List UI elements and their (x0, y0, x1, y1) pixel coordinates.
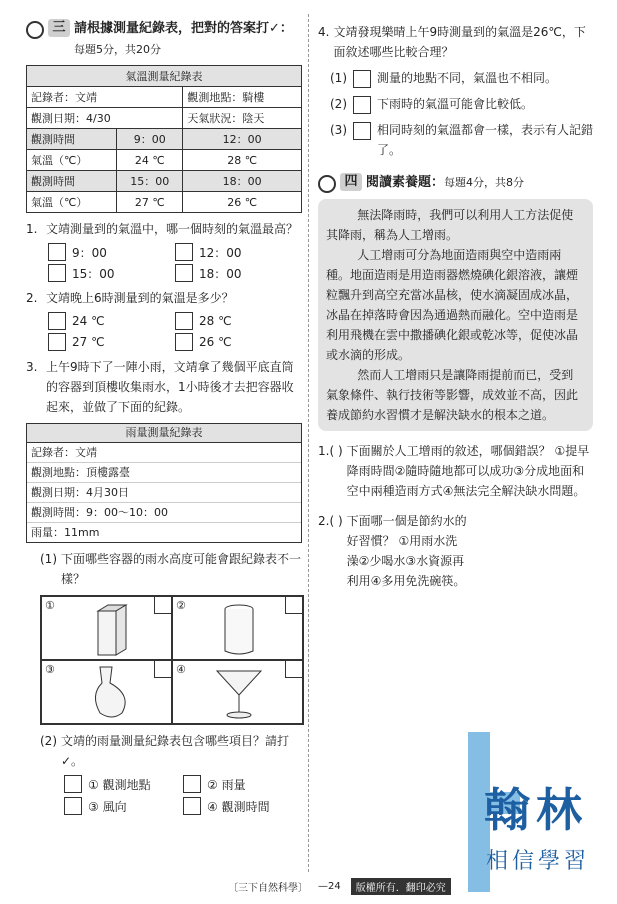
question-1-options (48, 243, 302, 282)
checkbox[interactable] (48, 333, 66, 351)
cell: 24 ℃ (117, 150, 183, 171)
container-option[interactable]: ④ (172, 660, 303, 724)
section-score: 每題4分，共8分 (444, 176, 525, 189)
option[interactable]: 24 ℃ (48, 312, 175, 330)
checkbox[interactable] (353, 96, 371, 114)
question-text: 下面關於人工增雨的敘述，哪個錯誤？ ①提早降雨時間②隨時隨地都可以成功③分成地面和空中兩種造雨方式④無法完全解決缺水問題。 (346, 444, 590, 498)
reading-question-1 (318, 441, 593, 501)
cell: 15：00 (117, 171, 183, 192)
rainfall-record-table (26, 423, 302, 543)
option[interactable]: 18：00 (175, 264, 302, 282)
section-4-header (318, 172, 593, 193)
cylinder-glass-icon (173, 597, 303, 659)
option[interactable]: 12：00 (175, 243, 302, 261)
copyright-badge: 版權所有．翻印必究 (351, 878, 451, 895)
question-4: 4. 文靖發現樂晴上午9時測量到的氣溫是26℃，下面敘述哪些比較合理？ (318, 22, 593, 62)
option[interactable]: (2) 下雨時的氣溫可能會比較低。 (330, 94, 593, 114)
option[interactable]: ③ 風向 (64, 797, 183, 815)
option[interactable]: 27 ℃ (48, 333, 175, 351)
table-title: 氣溫測量紀錄表 (27, 66, 302, 87)
sub-question-2: (2) 文靖的雨量測量紀錄表包含哪些項目？請打✓。 (40, 731, 302, 771)
question-text: 文靖晚上6時測量到的氣溫是多少？ (46, 291, 234, 305)
square-prism-container-icon (42, 597, 172, 659)
row-label: 觀測時間 (27, 129, 117, 150)
option[interactable]: 28 ℃ (175, 312, 302, 330)
cell: 18：00 (183, 171, 302, 192)
checkbox[interactable] (64, 797, 82, 815)
checkbox[interactable] (183, 797, 201, 815)
cell: 9：00 (117, 129, 183, 150)
section-score: 每題5分，共20分 (74, 43, 161, 56)
checkbox[interactable] (48, 243, 66, 261)
checkbox[interactable] (64, 775, 82, 793)
table-title: 雨量測量紀錄表 (27, 424, 301, 443)
question-text: 文靖測量到的氣溫中，哪一個時刻的氣溫最高？ (46, 222, 299, 236)
checkbox[interactable] (175, 264, 193, 282)
checkbox[interactable] (175, 333, 193, 351)
checkbox[interactable] (353, 122, 371, 140)
cell: 27 ℃ (117, 192, 183, 213)
left-column (26, 18, 302, 815)
question-2: 2. 文靖晚上6時測量到的氣溫是多少？ (26, 288, 302, 308)
sub-question-1: (1) 下面哪些容器的雨水高度可能會跟紀錄表不一樣？ (40, 549, 302, 589)
question-text: 下面哪一個是節約水的好習慣？ ①用雨水洗澡②少喝水③水資源再利用④多用免洗碗筷。 (346, 514, 467, 588)
logo-name: 翰林 (484, 783, 588, 837)
option[interactable]: (1) 測量的地點不同，氣溫也不相同。 (330, 68, 593, 88)
cell: 28 ℃ (183, 150, 302, 171)
record-row: 觀測地點：頂樓露臺 (27, 463, 301, 483)
right-column (318, 18, 593, 591)
row-label: 氣溫（℃） (27, 150, 117, 171)
logo-slogan: 相信學習 (486, 849, 591, 874)
question-3: 3. 上午9時下了一陣小雨，文靖拿了幾個平底直筒的容器到頂樓收集雨水，1小時後才去把容器收起來，並做了下面的紀錄。 (26, 357, 302, 417)
paragraph: 無法降雨時，我們可以利用人工方法促使其降雨，稱為人工增雨。 (326, 208, 574, 242)
cocktail-glass-icon (173, 661, 303, 723)
cell: 26 ℃ (183, 192, 302, 213)
record-row: 記錄者：文靖 (27, 443, 301, 463)
question-text: 下面哪些容器的雨水高度可能會跟紀錄表不一樣？ (61, 552, 302, 586)
question-text: 文靖的雨量測量紀錄表包含哪些項目？請打✓。 (61, 734, 290, 768)
option[interactable]: ① 觀測地點 (64, 775, 183, 793)
container-images (40, 595, 304, 725)
answer-blank[interactable]: 1.( ) (318, 444, 343, 458)
reading-question-2 (318, 511, 468, 591)
question-text: 文靖發現樂晴上午9時測量到的氣溫是26℃，下面敘述哪些比較合理？ (333, 25, 586, 59)
container-option[interactable]: ① (41, 596, 172, 660)
paragraph: 人工增雨可分為地面造雨與空中造雨兩種。地面造雨是用造雨器燃燒碘化銀溶液，讓煙粒飄升到高空充當冰晶核，使水滴凝固成冰晶，冰晶在掉落時會因為通過熱而融化。空中造雨是利用飛機在雲中撒播碘化銀或乾冰等，促使冰晶或水滴的形成。 (326, 248, 579, 362)
reading-passage (318, 199, 593, 431)
page-footer (228, 878, 451, 895)
option[interactable]: ④ 觀測時間 (183, 797, 302, 815)
container-option[interactable]: ③ (41, 660, 172, 724)
checkbox[interactable] (183, 775, 201, 793)
answer-blank[interactable]: 2.( ) (318, 514, 343, 528)
checkbox[interactable] (353, 70, 371, 88)
question-text: 上午9時下了一陣小雨，文靖拿了幾個平底直筒的容器到頂樓收集雨水，1小時後才去把容器收起來，並做了下面的紀錄。 (46, 360, 294, 414)
question-2-options (48, 312, 302, 351)
date: 觀測日期：4/30 (27, 108, 183, 129)
book-icon (318, 175, 336, 193)
row-label: 氣溫（℃） (27, 192, 117, 213)
question-1: 1. 文靖測量到的氣溫中，哪一個時刻的氣溫最高？ (26, 219, 302, 239)
vase-flask-icon (42, 661, 172, 723)
section-number: 四 (340, 173, 362, 191)
page-number: —24 (318, 881, 341, 892)
record-row: 觀測時間：9：00～10：00 (27, 503, 301, 523)
section-number: 三 (48, 19, 70, 37)
book-title: 〔三下自然科學〕 (228, 883, 308, 894)
book-icon (26, 21, 44, 39)
paragraph: 然而人工增雨只是讓降雨提前而已，受到氣象條件、執行技術等影響，成效並不高，因此養成節約水習慣才是解決缺水的根本之道。 (326, 368, 579, 422)
section-title: 請根據測量紀錄表，把對的答案打✓： (74, 21, 293, 36)
checkbox[interactable] (175, 312, 193, 330)
checkbox[interactable] (175, 243, 193, 261)
column-divider (308, 14, 309, 872)
section-title: 閱讀素養題： (366, 175, 445, 190)
record-row: 觀測日期：4月30日 (27, 483, 301, 503)
temperature-record-table (26, 65, 302, 213)
option[interactable]: 26 ℃ (175, 333, 302, 351)
container-option[interactable]: ② (172, 596, 303, 660)
row-label: 觀測時間 (27, 171, 117, 192)
location: 觀測地點：騎樓 (183, 87, 302, 108)
record-row: 雨量：11mm (31, 526, 100, 539)
section-3-header (26, 18, 302, 60)
option[interactable]: 15：00 (48, 264, 175, 282)
publisher-logo (468, 732, 610, 892)
checkbox[interactable] (48, 312, 66, 330)
option[interactable]: (3) 相同時刻的氣溫都會一樣，表示有人記錯了。 (330, 123, 594, 157)
checkbox[interactable] (48, 264, 66, 282)
option[interactable]: 9：00 (48, 243, 175, 261)
option[interactable]: ② 雨量 (183, 775, 302, 793)
sub-question-2-options (64, 775, 302, 815)
weather: 天氣狀況：陰天 (183, 108, 302, 129)
cell: 12：00 (183, 129, 302, 150)
recorder: 記錄者：文靖 (27, 87, 183, 108)
